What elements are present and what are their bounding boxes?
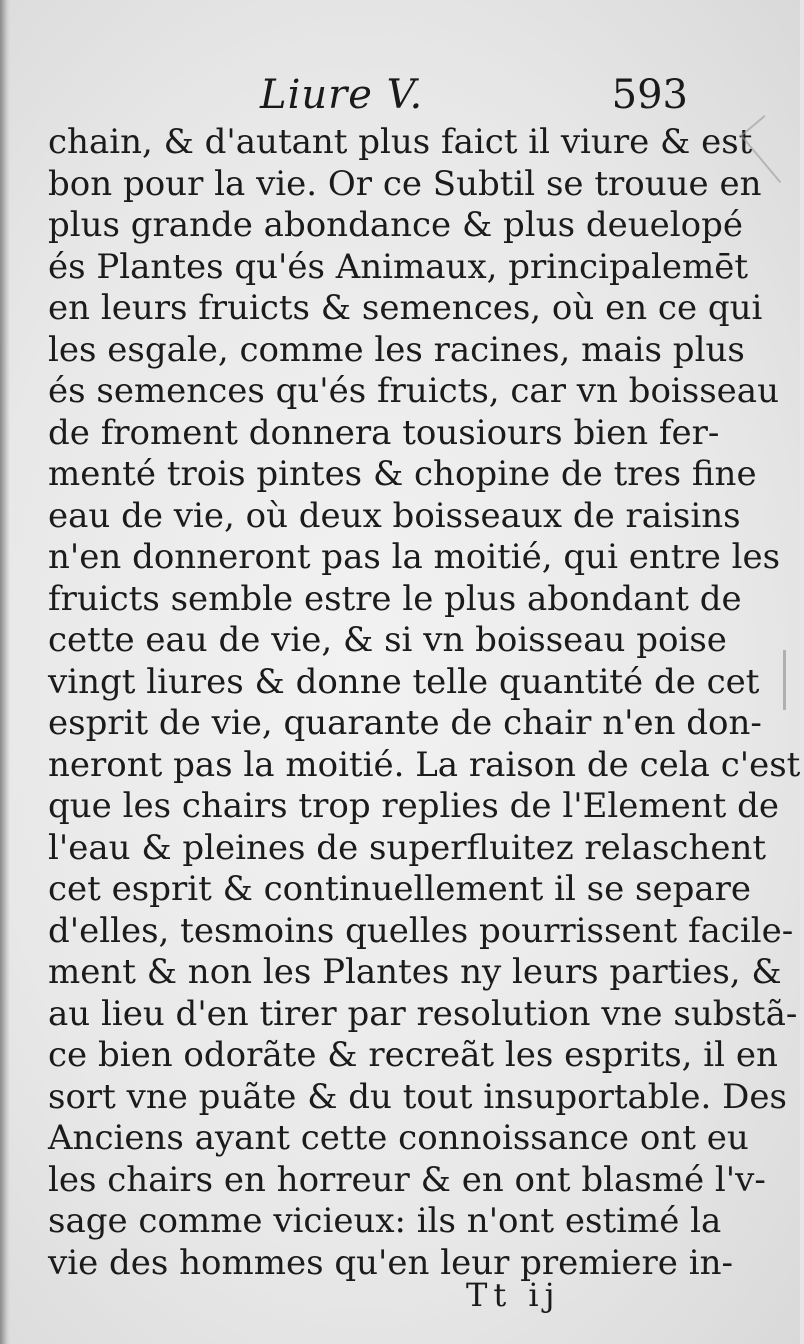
text-line: les esgale, comme les racines, mais plus xyxy=(48,329,745,370)
text-line: bon pour la vie. Or ce Subtil se trouue en xyxy=(48,163,762,204)
body-text xyxy=(48,122,801,1284)
text-line: vie des hommes qu'en leur premiere in- xyxy=(48,1242,733,1283)
text-line: fruicts semble estre le plus abondant de xyxy=(48,578,742,619)
text-line: és Plantes qu'és Animaux, principalemēt xyxy=(48,246,749,287)
text-line: chain, & d'autant plus faict il viure & est xyxy=(48,122,753,162)
text-line: n'en donneront pas la moitié, qui entre les xyxy=(48,537,781,577)
text-line: ce bien odorãte & recreãt les esprits, il en xyxy=(48,1035,778,1075)
text-line: cet esprit & continuellement il se separe xyxy=(48,869,752,909)
text-line: menté trois pintes & chopine de tres fine xyxy=(48,454,757,494)
text-line: sage comme vicieux: ils n'ont estimé la xyxy=(48,1201,722,1241)
page-edge-shadow xyxy=(0,0,10,1344)
text-line: l'eau & pleines de superfluitez relaschent xyxy=(48,827,767,868)
signature-mark: Tt ij xyxy=(466,1276,561,1314)
text-line: ment & non les Plantes ny leurs parties, & xyxy=(48,952,782,992)
text-line: sort vne puãte & du tout insuportable. Des xyxy=(48,1076,787,1117)
text-line: vingt liures & donne telle quantité de cet xyxy=(48,661,760,702)
text-line: de froment donnera tousiours bien fer- xyxy=(48,412,720,453)
text-line: d'elles, tesmoins quelles pourrissent facile- xyxy=(48,910,794,951)
text-line: cette eau de vie, & si vn boisseau poise xyxy=(48,620,727,660)
text-line: les chairs en horreur & en ont blasmé l'v- xyxy=(48,1159,766,1200)
running-head xyxy=(48,72,688,122)
text-line: en leurs fruicts & semences, où en ce qui xyxy=(48,288,763,328)
text-line: Anciens ayant cette connoissance ont eu xyxy=(48,1118,749,1158)
text-line: és semences qu'és fruicts, car vn boisseau xyxy=(48,371,779,411)
margin-rule xyxy=(783,650,786,710)
running-head-title: Liure V. xyxy=(260,72,424,118)
text-line: que les chairs trop replies de l'Element de xyxy=(48,786,779,826)
text-line: plus grande abondance & plus deuelopé xyxy=(48,205,743,245)
page-number: 593 xyxy=(611,72,688,118)
text-line: neront pas la moitié. La raison de cela c'est xyxy=(48,744,801,785)
text-line: esprit de vie, quarante de chair n'en don- xyxy=(48,703,762,743)
text-line: au lieu d'en tirer par resolution vne substã- xyxy=(48,993,798,1034)
text-line: eau de vie, où deux boisseaux de raisins xyxy=(48,495,741,536)
